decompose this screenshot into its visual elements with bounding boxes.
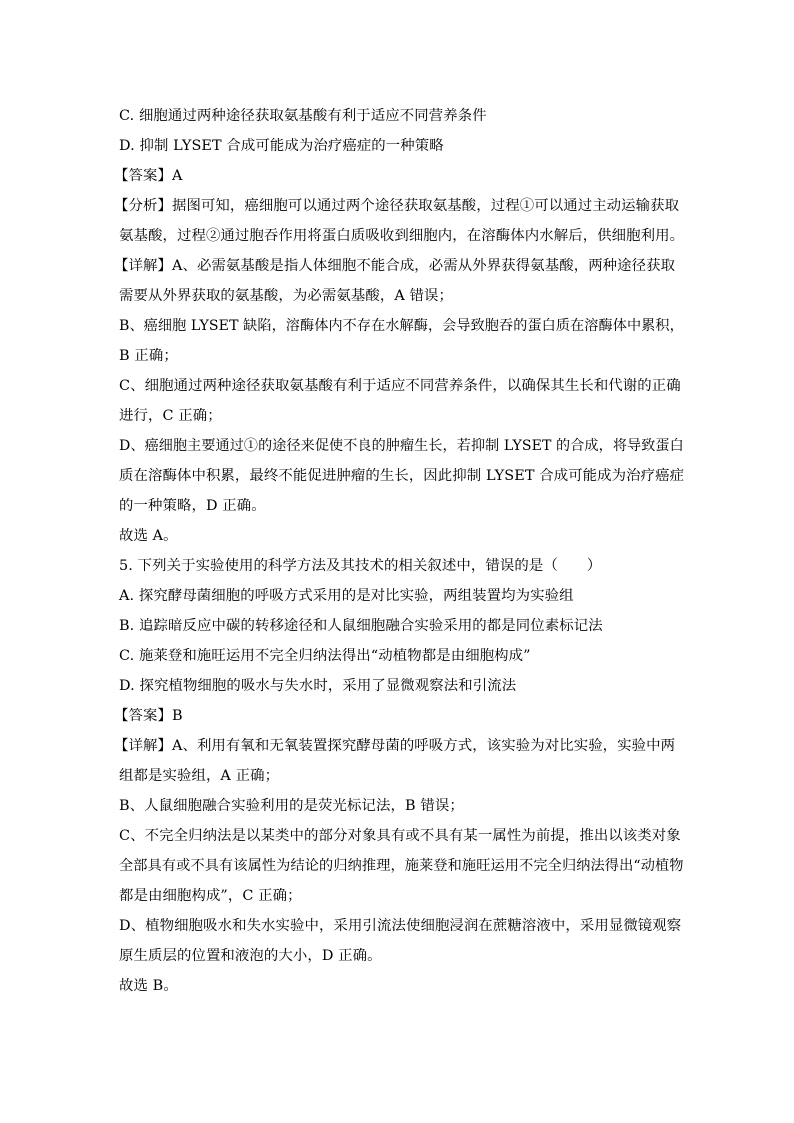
analysis-line: 氨基酸，过程②通过胞吞作用将蛋白质吸收到细胞内，在溶酶体内水解后，供细胞利用。 xyxy=(119,228,685,244)
explanation-line: C、细胞通过两种途径获取氨基酸有利于适应不同营养条件，以确保其生长和代谢的正确 xyxy=(119,378,681,394)
explanation-line: 原生质层的位置和液泡的大小，D 正确。 xyxy=(119,948,382,964)
answer-line: 【答案】A xyxy=(114,168,183,184)
explanation-line: 质在溶酶体中积累，最终不能促进肿瘤的生长，因此抑制 LYSET 合成可能成为治疗癌症 xyxy=(119,468,685,484)
analysis-line: 【分析】据图可知，癌细胞可以通过两个途径获取氨基酸，过程①可以通过主动运输获取 xyxy=(114,198,680,214)
option-b-line: B. 追踪暗反应中碳的转移途径和人鼠细胞融合实验采用的都是同位素标记法 xyxy=(119,618,603,634)
conclusion-line: 故选 B。 xyxy=(119,978,178,994)
option-a-line: A. 探究酵母菌细胞的呼吸方式采用的是对比实验，两组装置均为实验组 xyxy=(119,588,574,604)
explanation-line: D、癌细胞主要通过①的途径来促使不良的肿瘤生长，若抑制 LYSET 的合成，将导致蛋白 xyxy=(119,438,684,454)
option-c-line: C. 细胞通过两种途径获取氨基酸有利于适应不同营养条件 xyxy=(119,108,487,124)
option-c-line: C. 施莱登和施旺运用不完全归纳法得出“动植物都是由细胞构成” xyxy=(119,648,531,664)
explanation-line: B、癌细胞 LYSET 缺陷，溶酶体内不存在水解酶，会导致胞吞的蛋白质在溶酶体中累积， xyxy=(119,318,684,334)
option-d-line: D. 抑制 LYSET 合成可能成为治疗癌症的一种策略 xyxy=(119,138,444,154)
document-body xyxy=(114,101,685,1001)
conclusion-line: 故选 A。 xyxy=(119,528,178,544)
answer-line: 【答案】B xyxy=(114,708,183,724)
explanation-line: B 正确； xyxy=(119,348,178,364)
explanation-line: 全部具有或不具有该属性为结论的归纳推理，施莱登和施旺运用不完全归纳法得出“动植物 xyxy=(119,858,684,874)
explanation-line: 都是由细胞构成”，C 正确； xyxy=(119,888,302,904)
explanation-line: 需要从外界获取的氨基酸，为必需氨基酸，A 错误； xyxy=(119,288,453,304)
explanation-line: C、不完全归纳法是以某类中的部分对象具有或不具有某一属性为前提，推出以该类对象 xyxy=(119,828,681,844)
explanation-line: B、人鼠细胞融合实验利用的是荧光标记法，B 错误； xyxy=(119,798,464,814)
explanation-line: 进行，C 正确； xyxy=(119,408,222,424)
explanation-line: 组都是实验组，A 正确； xyxy=(119,768,280,784)
question-5-stem: 5. 下列关于实验使用的科学方法及其技术的相关叙述中，错误的是（ ） xyxy=(119,558,602,574)
option-d-line: D. 探究植物细胞的吸水与失水时，采用了显微观察法和引流法 xyxy=(119,678,517,694)
explanation-line: 【详解】A、必需氨基酸是指人体细胞不能合成，必需从外界获得氨基酸，两种途径获取 xyxy=(114,258,676,274)
explanation-line: 【详解】A、利用有氧和无氧装置探究酵母菌的呼吸方式，该实验为对比实验，实验中两 xyxy=(114,738,676,754)
explanation-line: 的一种策略，D 正确。 xyxy=(119,498,266,514)
explanation-line: D、植物细胞吸水和失水实验中，采用引流法使细胞浸润在蔗糖溶液中，采用显微镜观察 xyxy=(119,918,682,934)
